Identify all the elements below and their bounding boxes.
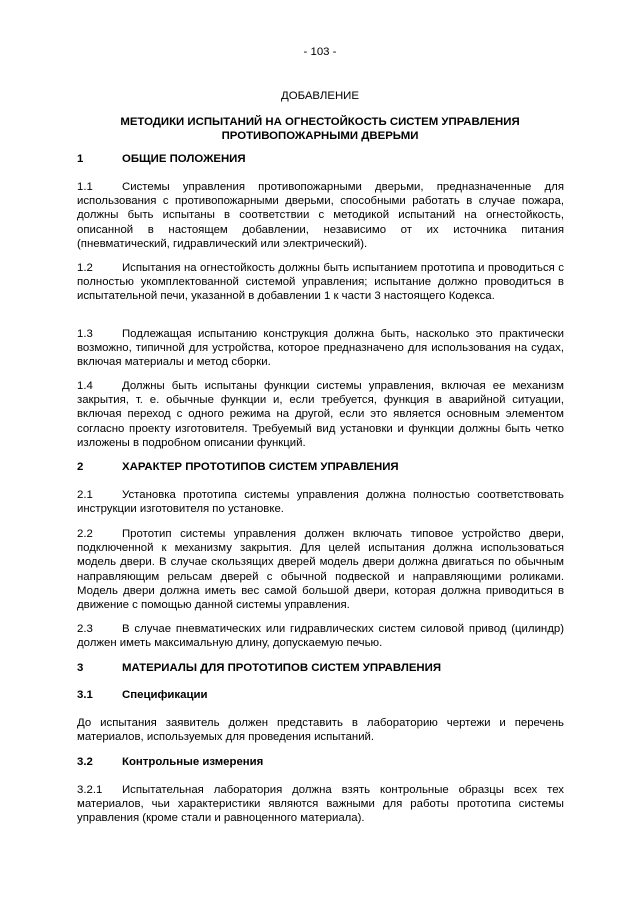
paragraph-1-3: [77, 327, 564, 370]
appendix-label: ДОБАВЛЕНИЕ: [281, 90, 359, 102]
paragraph-1-4: [77, 379, 564, 450]
paragraph-3-2-1: [77, 783, 564, 826]
paragraph-text: До испытания заявитель должен представить в лабораторию чертежи и перечень материалов, используемых для проведения испытаний.: [77, 717, 564, 744]
paragraph-2-1: [77, 488, 564, 516]
paragraph-2-3: [77, 622, 564, 650]
page-number: - 103 -: [303, 46, 337, 58]
paragraph-number: 2.3: [77, 623, 93, 635]
paragraph-text: Испытания на огнестойкость должны быть испытанием прототипа и проводиться с полностью укомплектованной системой управления; испытание должно проводиться в испытательной печи, указанной в добавлении 1 к части 3 настоящего Кодекса.: [77, 262, 564, 303]
paragraph-number: 2.2: [77, 528, 93, 540]
paragraph-number: 1.1: [77, 181, 93, 193]
paragraph-text: Подлежащая испытанию конструкция должна быть, насколько это практически возможно, типичной для устройства, которое предназначено для использования на судах, включая материалы и метод сборки.: [77, 328, 564, 369]
section-number: 2: [77, 461, 84, 473]
section-title: МАТЕРИАЛЫ ДЛЯ ПРОТОТИПОВ СИСТЕМ УПРАВЛЕНИЯ: [122, 662, 442, 674]
subsection-number: 3.2: [77, 756, 93, 768]
section-title: ХАРАКТЕР ПРОТОТИПОВ СИСТЕМ УПРАВЛЕНИЯ: [122, 461, 399, 473]
document-title: [40, 115, 600, 143]
section-number: 1: [77, 153, 84, 165]
paragraph-number: 1.2: [77, 262, 93, 274]
paragraph-text: Системы управления противопожарными дверьми, предназначенные для использования с противопожарными дверьми, способными работать в случае пожара, должны быть испытаны в соответствии с методикой испытаний на огнестойкость, описанной в настоящем добавлении, независимо от их источника питания (пневматический, гидравлический или электрический).: [77, 181, 564, 250]
title-line-2: ПРОТИВОПОЖАРНЫМИ ДВЕРЬМИ: [221, 130, 419, 142]
paragraph-text: Испытательная лаборатория должна взять контрольные образцы всех тех материалов, чьи характеристики являются важными для работы прототипа системы управления (кроме стали и равноценного материала).: [77, 784, 564, 825]
section-number: 3: [77, 662, 84, 674]
paragraph-number: 1.3: [77, 328, 93, 340]
paragraph-2-2: [77, 527, 564, 612]
paragraph-number: 3.2.1: [77, 784, 103, 796]
subsection-title: Контрольные измерения: [122, 756, 264, 768]
subsection-title: Спецификации: [122, 689, 208, 701]
paragraph-text: Прототип системы управления должен включать типовое устройство двери, подключенной к механизму закрытия. Для целей испытания должна использоваться модель двери. В случае скользящих дверей модель двери должна двигаться по обычным направляющим рельсам дверей с обычной подвеской и направляющими роликами. Модель двери должна иметь вес самой большой двери, которая должна приводиться в движение с помощью данной системы управления.: [77, 528, 564, 612]
paragraph-text: В случае пневматических или гидравлических систем силовой привод (цилиндр) должен иметь максимальную длину, допускаемую печью.: [77, 623, 564, 650]
paragraph-1-2: [77, 261, 564, 304]
subsection-number: 3.1: [77, 689, 93, 701]
paragraph-text: Установка прототипа системы управления должна полностью соответствовать инструкции изготовителя по установке.: [77, 489, 564, 516]
paragraph-1-1: [77, 180, 564, 251]
title-line-1: МЕТОДИКИ ИСПЫТАНИЙ НА ОГНЕСТОЙКОСТЬ СИСТЕМ УПРАВЛЕНИЯ: [120, 116, 520, 128]
paragraph-text: Должны быть испытаны функции системы управления, включая ее механизм закрытия, т. е. обычные функции и, если требуется, функция в аварийной ситуации, включая переход с одного режима на другой, если это является основным элементом согласно проекту изготовителя. Требуемый вид установки и функции должны быть четко изложены в подробном описании функций.: [77, 380, 564, 449]
paragraph-number: 1.4: [77, 380, 93, 392]
paragraph-3-1: [77, 716, 564, 744]
section-title: ОБЩИЕ ПОЛОЖЕНИЯ: [122, 153, 246, 165]
paragraph-number: 2.1: [77, 489, 93, 501]
